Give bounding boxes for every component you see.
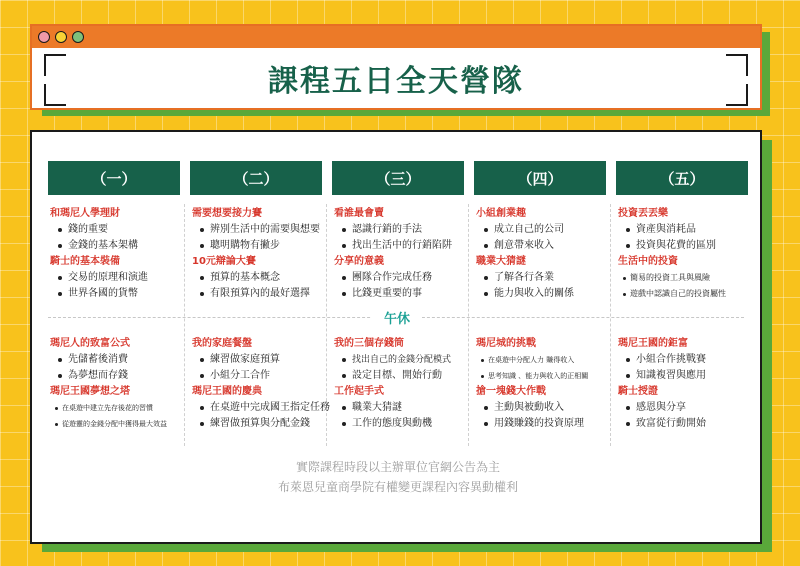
session-item: 能力與收入的關係 [476,286,608,302]
session-item: 了解各行各業 [476,270,608,286]
session-title: 我的三個存錢筒 [334,338,404,349]
session-item: 簡易的投資工具與風險 [618,270,750,286]
session-item: 在桌遊中建立先存後花的習慣 [50,400,182,416]
window-title-bar [32,26,760,48]
day-3-morning [334,206,466,302]
session-title: 工作起手式 [334,386,384,397]
session-item: 認識行銷的手法 [334,222,466,238]
session-item: 比錢更重要的事 [334,286,466,302]
footnote-line-1: 實際課程時段以主辦單位官網公告為主 [295,460,500,474]
day-header-3: （三） [332,161,464,195]
session-item: 團隊合作完成任務 [334,270,466,286]
session-item: 工作的態度與動機 [334,416,466,432]
session-item: 練習做家庭預算 [192,352,324,368]
session-title: 小組創業趣 [476,208,526,219]
day-header-5: （五） [616,161,748,195]
session-item: 在桌遊中完成國王指定任務 [192,400,324,416]
session-item: 感恩與分享 [618,400,750,416]
session-title: 10元辯論大賽 [192,256,256,267]
day-4-afternoon [476,336,608,432]
column-divider [610,204,611,446]
session-item: 金錢的基本架構 [50,238,182,254]
noon-break-label: 午休 [372,308,422,327]
session-item: 創意帶來收入 [476,238,608,254]
title-window [30,24,762,110]
corner-bracket-icon [44,84,66,106]
session-item: 預算的基本概念 [192,270,324,286]
session-title: 瑪尼人的致富公式 [50,338,130,349]
session-item: 找出自己的金錢分配模式 [334,352,466,368]
session-title: 看誰最會賣 [334,208,384,219]
session-item: 遊戲中認識自己的投資屬性 [618,286,750,302]
day-header-4: （四） [474,161,606,195]
session-item: 找出生活中的行銷陷阱 [334,238,466,254]
session-title: 瑪尼王國夢想之塔 [50,386,130,397]
session-item: 有限預算內的最好選擇 [192,286,324,302]
session-item: 在桌遊中分配人力 賺得收入 [476,352,608,368]
session-title: 騎士的基本裝備 [50,256,120,267]
corner-bracket-icon [44,54,66,76]
schedule-card [30,130,762,544]
page-title: 課程五日全天營隊 [268,64,524,99]
footnote-line-2: 布萊恩兒童商學院有權變更課程內容異動權利 [277,480,518,494]
window-dot-green-icon [72,31,84,43]
session-item: 設定目標、開始行動 [334,368,466,384]
session-title: 瑪尼王國的鉅富 [618,338,688,349]
session-item: 先儲蓄後消費 [50,352,182,368]
day-5-morning [618,206,750,302]
session-item: 從遊靈的金錢分配中獲得最大效益 [50,416,182,432]
session-title: 騎士授證 [618,386,658,397]
session-title: 我的家庭餐盤 [192,338,252,349]
session-title: 瑪尼城的挑戰 [476,338,536,349]
session-item: 成立自己的公司 [476,222,608,238]
window-dot-yellow-icon [55,31,67,43]
session-item: 知識複習與應用 [618,368,750,384]
title-body [32,48,760,108]
session-title: 生活中的投資 [618,256,678,267]
corner-bracket-icon [726,54,748,76]
session-title: 瑪尼王國的慶典 [192,386,262,397]
day-1-morning [50,206,182,302]
column-divider [184,204,185,446]
day-3-afternoon [334,336,466,432]
session-item: 思考知識 、能力與收入的正相關 [476,368,608,384]
session-title: 需要想要接力賽 [192,208,262,219]
day-header-2: （二） [190,161,322,195]
session-title: 職業大猜謎 [476,256,526,267]
session-title: 和瑪尼人學理財 [50,208,120,219]
session-title: 分享的意義 [334,256,384,267]
column-divider [468,204,469,446]
session-item: 小組分工合作 [192,368,324,384]
session-item: 主動與被動收入 [476,400,608,416]
window-dot-pink-icon [38,31,50,43]
session-item: 為夢想而存錢 [50,368,182,384]
day-2-afternoon [192,336,330,432]
session-item: 聰明購物有撇步 [192,238,324,254]
session-item: 用錢賺錢的投資原理 [476,416,608,432]
session-item: 辨別生活中的需要與想要 [192,222,324,238]
corner-bracket-icon [726,84,748,106]
session-title: 搶一塊錢大作戰 [476,386,546,397]
day-header-1: （一） [48,161,180,195]
session-title: 投資丟丟樂 [618,208,668,219]
session-item: 投資與花費的區別 [618,238,750,254]
day-2-morning [192,206,324,302]
session-item: 致富從行動開始 [618,416,750,432]
session-item: 小組合作挑戰賽 [618,352,750,368]
day-1-afternoon [50,336,182,432]
session-item: 錢的重要 [50,222,182,238]
session-item: 交易的原理和演進 [50,270,182,286]
session-item: 資產與消耗品 [618,222,750,238]
day-5-afternoon [618,336,750,432]
session-item: 世界各國的貨幣 [50,286,182,302]
day-4-morning [476,206,608,302]
session-item: 練習做預算與分配金錢 [192,416,324,432]
session-item: 職業大猜謎 [334,400,466,416]
